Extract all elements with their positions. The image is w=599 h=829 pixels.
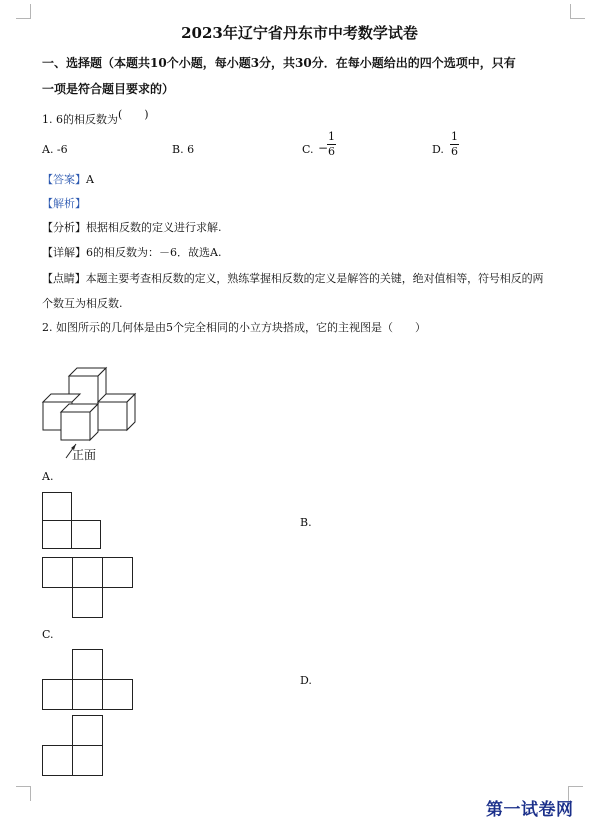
- q2-solid-figure: [40, 362, 140, 442]
- option-a-square: [43, 521, 72, 549]
- q2-front-label: 正面: [72, 448, 97, 462]
- q1-paren: ( ): [118, 108, 149, 121]
- q1-stem: [42, 108, 149, 127]
- crop-mark-top-right: [570, 4, 585, 19]
- option-a-square: [72, 521, 101, 549]
- q2-option-d: D.: [300, 674, 312, 687]
- q1-option-d-numerator: 1: [451, 130, 458, 143]
- q2-option-a-view: [42, 492, 102, 552]
- figure-front-cube-front-face: [61, 412, 90, 440]
- option-c-square: [43, 680, 73, 710]
- q1-answer-tag: 【答案】: [42, 173, 86, 186]
- figure-right-cube-front-face: [98, 402, 127, 430]
- q1-option-b: B. 6: [172, 143, 195, 156]
- q1-option-c-denominator: 6: [328, 145, 335, 158]
- q1-option-c-fraction: [327, 131, 336, 158]
- option-d-square: [73, 716, 103, 746]
- q2-option-b-view: [42, 557, 136, 619]
- option-b-square: [73, 558, 103, 588]
- q1-option-d-denominator: 6: [451, 145, 458, 158]
- q1-option-d-fraction: [450, 131, 459, 158]
- q2-option-b: B.: [300, 516, 312, 529]
- q2-option-c: C.: [42, 628, 54, 641]
- option-c-square: [73, 650, 103, 680]
- q1-option-c-label: C.: [302, 143, 314, 156]
- option-b-square: [43, 558, 73, 588]
- option-b-square: [103, 558, 133, 588]
- option-c-square: [73, 680, 103, 710]
- q1-answer: [42, 171, 94, 187]
- q2-stem: 2. 如图所示的几何体是由5个完全相同的小立方块搭成，它的主视图是（ ）: [42, 321, 426, 334]
- q1-answer-value: A: [86, 173, 94, 186]
- q2-option-d-view: [42, 715, 108, 777]
- q1-option-d-label: D.: [432, 143, 444, 156]
- q2-option-a: A.: [42, 470, 54, 483]
- q1-stem-text: 1. 6的相反数为: [42, 113, 118, 126]
- option-b-square: [73, 588, 103, 618]
- page-title: 2023年辽宁省丹东市中考数学试卷: [181, 24, 418, 42]
- q1-dianjing-line-1: 【点睛】本题主要考查相反数的定义，熟练掌握相反数的定义是解答的关键，绝对值相等，符号相反的两: [42, 272, 544, 285]
- q1-option-c-numerator: 1: [328, 130, 335, 143]
- q2-option-c-view: [42, 649, 136, 711]
- q1-dianjing-line-2: 个数互为相反数.: [42, 297, 123, 310]
- option-d-square: [73, 746, 103, 776]
- q1-fenxi: 【分析】根据相反数的定义进行求解.: [42, 221, 222, 234]
- site-logo: 第一试卷网: [486, 800, 574, 820]
- crop-mark-top-left: [16, 4, 31, 19]
- q1-option-a: A. -6: [42, 143, 68, 156]
- q1-xiangjie: 【详解】6的相反数为：－6．故选A.: [42, 246, 222, 259]
- section-heading-line-2: 一项是符合题目要求的）: [42, 82, 175, 96]
- option-c-square: [103, 680, 133, 710]
- section-heading-line-1: 一、选择题（本题共10个小题，每小题3分，共30分．在每小题给出的四个选项中，只有: [42, 56, 516, 70]
- crop-mark-bottom-left: [16, 786, 31, 801]
- q1-option-c-minus: −: [318, 141, 329, 155]
- option-d-square: [43, 746, 73, 776]
- option-a-square: [43, 493, 72, 521]
- q1-analysis-tag: 【解析】: [42, 197, 86, 210]
